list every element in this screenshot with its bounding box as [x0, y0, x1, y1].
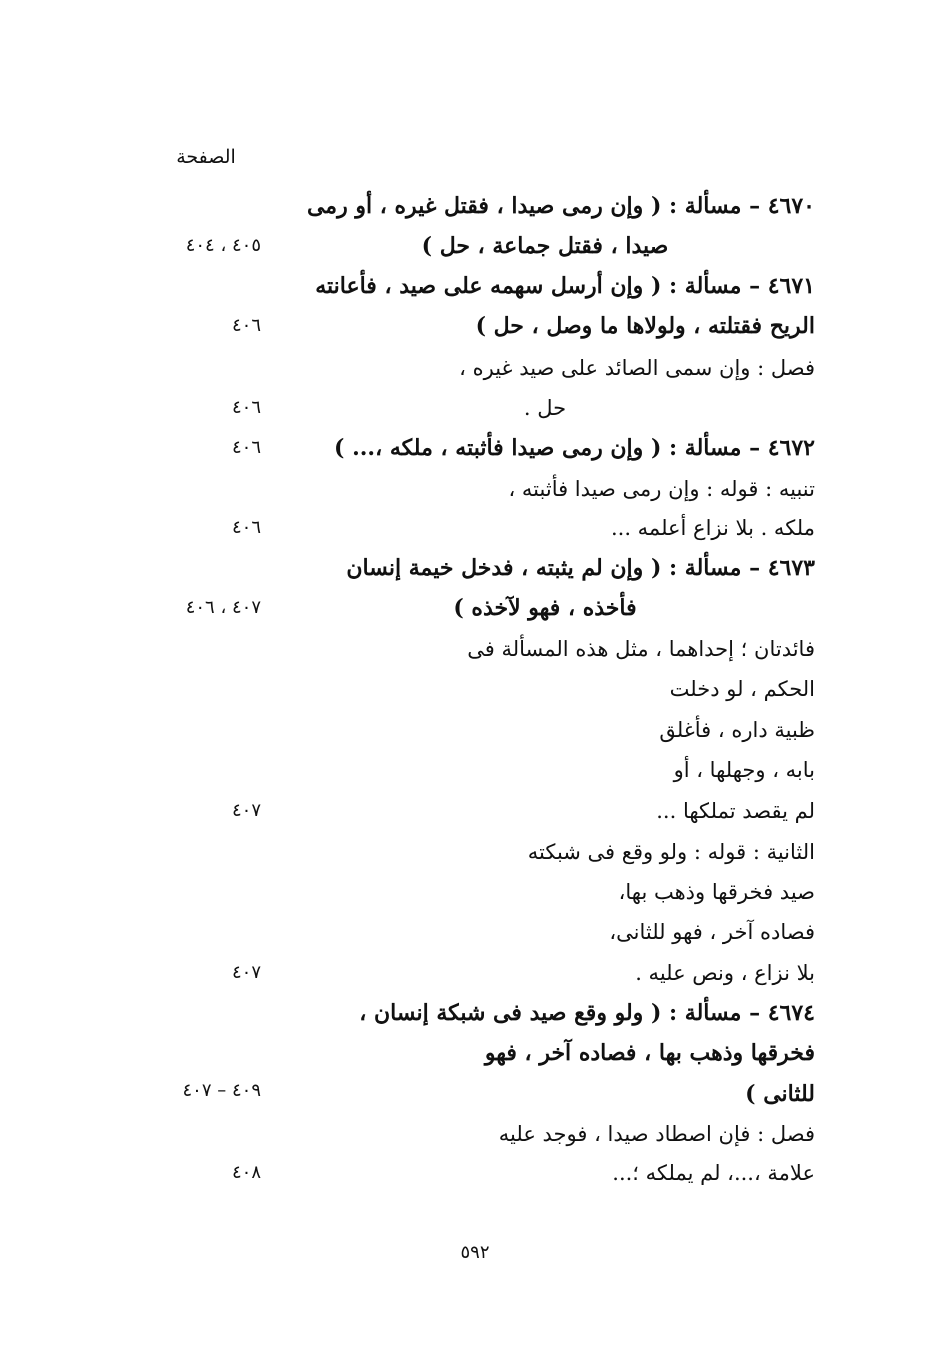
entry-4673-sub2-line-3: فصاده آخر ، فهو للثانى،	[609, 920, 815, 944]
page-number: ٥٩٢	[460, 1242, 490, 1263]
entry-4673-sub1-page-ref: ٤٠٧	[231, 800, 261, 821]
entry-4671-sub-line-2: حل .	[523, 396, 567, 420]
entry-4674-line-1: ٤٦٧٤ – مسألة : ( ولو وقع صيد فى شبكة إنسان ،	[359, 1000, 815, 1026]
entry-4672-sub-line-1: تنبيه : قوله : وإن رمى صيدا فأثبته ،	[508, 477, 815, 501]
entry-4673-sub1-line-4: بابه ، وجهلها ، أو	[673, 758, 815, 782]
entry-4673-sub2-line-4: بلا نزاع ، ونص عليه .	[635, 961, 815, 985]
entry-4673-sub2-page-ref: ٤٠٧	[231, 962, 261, 983]
entry-4674-page-ref: ٤٠٩ – ٤٠٧	[182, 1080, 261, 1101]
entry-4671-sub-line-1: فصل : وإن سمى الصائد على صيد غيره ،	[459, 356, 815, 380]
entry-4673-sub1-line-2: الحكم ، لو دخلت	[669, 677, 815, 701]
entry-4670-line-1: ٤٦٧٠ – مسألة : ( وإن رمى صيدا ، فقتل غيره ، أو رمى	[306, 193, 815, 219]
entry-4673-page-ref: ٤٠٧ ، ٤٠٦	[185, 597, 261, 618]
entry-4672-page-ref: ٤٠٦	[231, 437, 261, 458]
entry-4673-line-2: فأخذه ، فهو لآخذه )	[453, 595, 637, 621]
entry-4673-sub1-line-3: ظبية داره ، فأغلق	[659, 718, 815, 742]
page-column-header: الصفحة	[176, 146, 236, 168]
entry-4672-sub-page-ref: ٤٠٦	[231, 517, 261, 538]
entry-4674-line-2: فخرقها وذهب بها ، فصاده آخر ، فهو	[484, 1040, 815, 1066]
entry-4671-sub-page-ref: ٤٠٦	[231, 397, 261, 418]
entry-4670-page-ref: ٤٠٥ ، ٤٠٤	[185, 235, 261, 256]
entry-4672-line-1: ٤٦٧٢ – مسألة : ( وإن رمى صيدا فأثبته ، ملكه ،... )	[334, 435, 815, 461]
entry-4671-page-ref: ٤٠٦	[231, 315, 261, 336]
entry-4673-sub2-line-2: صيد فخرقها وذهب بها،	[618, 880, 815, 904]
entry-4674-sub-line-2: علامة ،...، لم يملكه ؛...	[612, 1161, 815, 1185]
entry-4674-sub-page-ref: ٤٠٨	[231, 1162, 261, 1183]
entry-4672-sub-line-2: ملكه . بلا نزاع أعلمه ...	[610, 516, 815, 540]
entry-4671-line-1: ٤٦٧١ – مسألة : ( وإن أرسل سهمه على صيد ، فأعانته	[315, 273, 815, 299]
entry-4673-sub1-line-5: لم يقصد تملكها ...	[656, 799, 815, 823]
entry-4673-line-1: ٤٦٧٣ – مسألة : ( وإن لم يثبته ، فدخل خيمة إنسان	[346, 555, 815, 581]
entry-4673-sub2-line-1: الثانية : قوله : ولو وقع فى شبكته	[527, 840, 815, 864]
entry-4671-line-2: الريح فقتلته ، ولولاها ما وصل ، حل )	[475, 313, 815, 339]
entry-4670-line-2: صيدا ، فقتل جماعة ، حل )	[421, 233, 669, 259]
entry-4674-sub-line-1: فصل : فإن اصطاد صيدا ، فوجد عليه	[498, 1122, 815, 1146]
entry-4674-line-3: للثانى )	[745, 1081, 815, 1107]
entry-4673-sub1-line-1: فائدتان ؛ إحداهما ، مثل هذه المسألة فى	[467, 637, 815, 661]
